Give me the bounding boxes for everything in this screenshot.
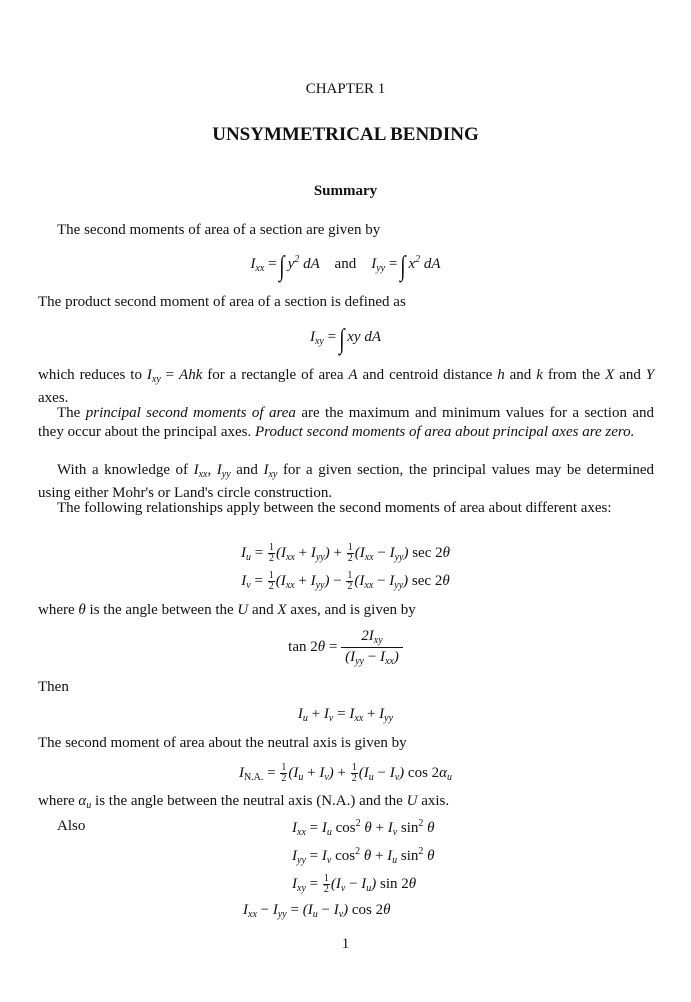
section-heading: Summary: [313, 183, 378, 199]
page-number: 1: [341, 936, 350, 952]
equation-iyy-transform: $I_{yy} = I_v$ $\cos^2 \theta + I_u$ $\sin^2 \theta$: [292, 846, 435, 866]
paragraph-second-moments: The second moments of area of a section are given by: [57, 222, 381, 238]
paragraph-rectangle: which reduces to $I_{xy}$ = Ahk for a rectangle of area A and centroid distance h and k from the X and Y axes.: [38, 367, 655, 406]
and-word: and: [334, 256, 357, 272]
equation-ixy: $I_{xy}$ = ∫ xy dA: [309, 324, 381, 355]
then-label: Then: [38, 679, 69, 695]
equation-ixx-transform: $I_{xx} = I_u$ $\cos^2 \theta + I_v$ $\sin^2 \theta$: [292, 818, 435, 838]
paragraph-relationships: The following relationships apply between the second moments of area about different axes:: [57, 500, 612, 516]
equation-tan2theta: tan 2θ = $2I_{xy}$ $(I_{yy} - I_{xx})$: [0, 628, 691, 667]
equation-diff-transform: $I_{xx} - I_{yy} = (I_u - I_v)$ cos 2θ: [243, 902, 391, 920]
equation-ixx-iyy: $I_{xx}$ = ∫ $y^2$ dA and $I_{yy}$ = ∫ $x^2$ dA: [250, 251, 441, 282]
chapter-title: UNSYMMETRICAL BENDING: [212, 124, 479, 145]
equation-ina: $I_{N.A.}$ = $\frac{1}{2}$ $(I_u + I_v)$ + $\frac{1}{2}$ $(I_u - I_v)$ $\cos 2\alpha_u$: [238, 762, 453, 784]
paragraph-product-moment: The product second moment of area of a section is defined as: [38, 294, 406, 310]
chapter-label: CHAPTER 1: [305, 81, 386, 97]
paragraph-principal: The principal second moments of area are the maximum and minimum values for a section and they occur about the principal axes. Product second moments of area about principal axes are zero.: [38, 405, 655, 440]
equation-iu: $I_u$ = $\frac{1}{2}$ $(I_{xx} + I_{yy})$ + $\frac{1}{2}$ $(I_{xx} - I_{yy})$ sec 2θ: [241, 542, 450, 564]
equation-iv: $I_v$ = $\frac{1}{2}$ $(I_{xx} + I_{yy})$ − $\frac{1}{2}$ $(I_{xx} - I_{yy})$ sec 2θ: [241, 570, 450, 592]
equation-ixy-transform: $I_{xy}$ = $\frac{1}{2}$ $(I_v - I_u)$ sin 2θ: [292, 873, 417, 895]
paragraph-neutral-axis: The second moment of area about the neutral axis is given by: [38, 735, 407, 751]
paragraph-alpha: where $\alpha_u$ is the angle between the neutral axis (N.A.) and the U axis.: [38, 793, 450, 811]
paragraph-theta: where θ is the angle between the U and X axes, and is given by: [38, 602, 416, 618]
paragraph-mohr: With a knowledge of $I_{xx}$, $I_{yy}$ and $I_{xy}$ for a given section, the principal values may be determined using either Mohr's or Land's circle construction.: [38, 462, 655, 501]
also-label: Also: [57, 818, 86, 834]
equation-sum: $I_u + I_v = I_{xx} + I_{yy}$: [297, 706, 394, 724]
